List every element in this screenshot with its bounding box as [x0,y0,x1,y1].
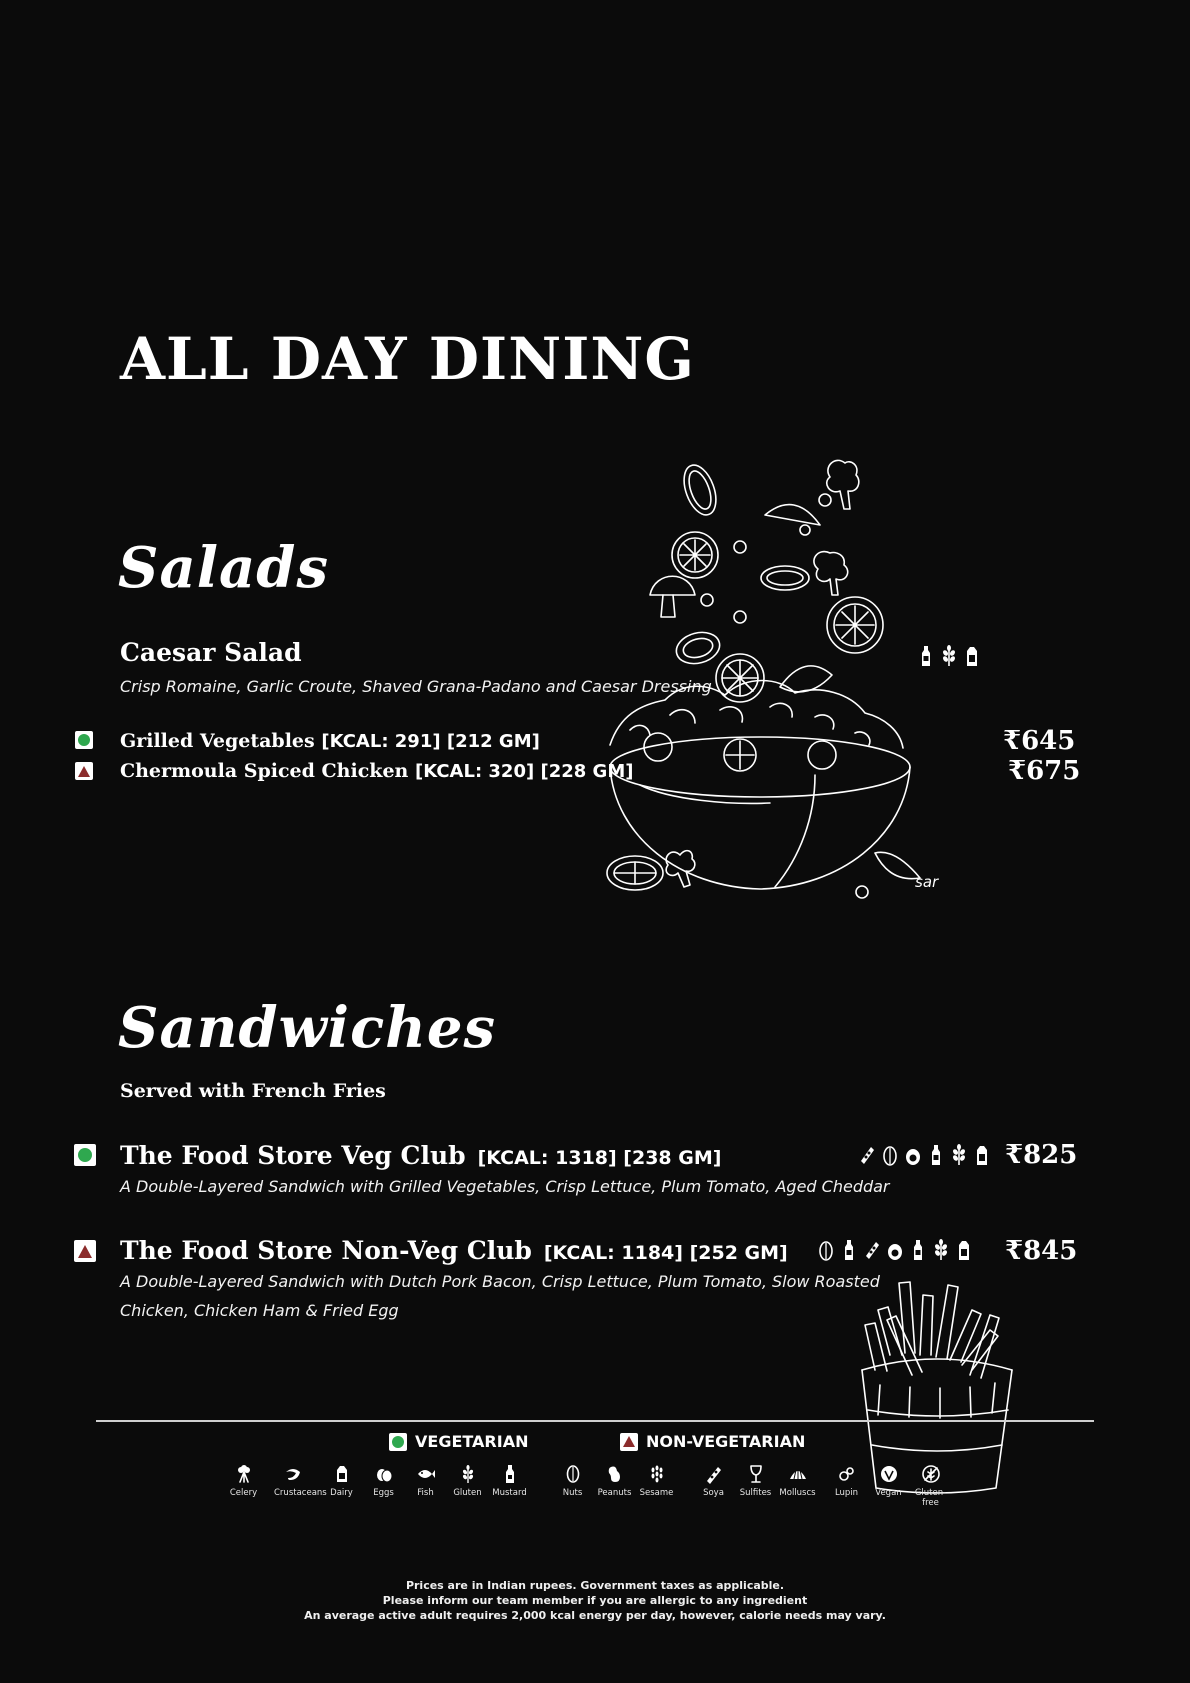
price-chermoula-spiced-chicken: ₹675 [1008,756,1081,786]
section-title-salads: Salads [118,535,329,601]
sulfites-icon [746,1464,766,1484]
non-vegetarian-marker [75,762,93,780]
allergen-sulfites: Sulfites [737,1464,774,1508]
page-title: ALL DAY DINING [120,325,695,393]
variant-name: Grilled Vegetables [120,730,315,752]
non-vegetarian-marker [620,1433,638,1451]
item-name-caesar-salad: Caesar Salad [120,638,302,667]
footer-divider [96,1420,1094,1422]
item-description-non-veg-club-line2: Chicken, Chicken Ham & Fried Egg [120,1301,399,1320]
legend-vegetarian-label: VEGETARIAN [415,1432,529,1451]
variant-chermoula-spiced-chicken [120,762,633,781]
eggs-icon [886,1238,904,1262]
allergen-sesame: Sesame [638,1464,675,1508]
mustard-icon [927,1143,945,1167]
legend-non-vegetarian-label: NON-VEGETARIAN [646,1432,806,1451]
allergen-lupin: Lupin [828,1464,865,1508]
price-grilled-vegetables: ₹645 [1003,726,1076,756]
gluten-icon [458,1464,478,1484]
price-veg-club: ₹825 [1005,1140,1078,1170]
non-vegetarian-marker [74,1240,96,1262]
dairy-icon [332,1464,352,1484]
item-meta: [KCAL: 1318] [238 GM] [477,1147,722,1169]
allergen-soya: Soya [695,1464,732,1508]
allergen-nuts: Nuts [554,1464,591,1508]
mustard-icon [909,1238,927,1262]
nuts-icon [817,1238,835,1262]
vegetarian-marker [74,1144,96,1166]
fish-icon [416,1464,436,1484]
allergen-celery: Celery [225,1464,262,1508]
item-meta: [KCAL: 1184] [252 GM] [543,1242,788,1264]
legend-vegetarian [389,1432,528,1451]
variant-name: Chermoula Spiced Chicken [120,760,409,782]
crustaceans-icon [283,1464,303,1484]
item-name: The Food Store Veg Club [120,1141,466,1170]
gluten-free-icon [921,1464,941,1484]
soya-icon [858,1143,876,1167]
allergen-dairy: Dairy [323,1464,360,1508]
soya-icon [863,1238,881,1262]
item-description-veg-club: A Double-Layered Sandwich with Grilled Vegetables, Crisp Lettuce, Plum Tomato, Aged Cheddar [120,1177,890,1196]
variant-meta: [KCAL: 291] [212 GM] [321,731,540,752]
salad-bowl-illustration [600,455,960,910]
soya-icon [704,1464,724,1484]
allergen-icons-veg-club [858,1143,991,1167]
sandwiches-subtitle: Served with French Fries [120,1080,386,1102]
dairy-icon [973,1143,991,1167]
vegetarian-marker [389,1433,407,1451]
variant-meta: [KCAL: 320] [228 GM] [414,761,634,782]
allergen-eggs: Eggs [365,1464,402,1508]
dairy-icon [963,644,981,668]
nuts-icon [563,1464,583,1484]
item-name: The Food Store Non-Veg Club [120,1236,532,1265]
french-fries-illustration [850,1275,1020,1495]
allergen-gluten-free: Gluten-free [912,1464,949,1508]
item-veg-club [120,1143,721,1168]
illustration-label: sar [915,873,939,891]
footer-notes [0,1578,1190,1623]
allergen-peanuts: Peanuts [596,1464,633,1508]
note-calories: An average active adult requires 2,000 kcal energy per day, however, calorie needs may vary. [304,1609,886,1622]
note-allergy: Please inform our team member if you are allergic to any ingredient [382,1594,808,1607]
allergen-gluten: Gluten [449,1464,486,1508]
gluten-icon [950,1143,968,1167]
allergen-molluscs: Molluscs [779,1464,816,1508]
dairy-icon [955,1238,973,1262]
lupin-icon [837,1464,857,1484]
eggs-icon [904,1143,922,1167]
item-description-caesar-salad: Crisp Romaine, Garlic Croute, Shaved Grana-Padano and Caesar Dressing [120,677,712,696]
vegan-icon [879,1464,899,1484]
allergen-crustaceans: Crustaceans [274,1464,311,1508]
celery-icon [234,1464,254,1484]
molluscs-icon [788,1464,808,1484]
allergen-legend [225,1464,949,1508]
peanuts-icon [605,1464,625,1484]
sesame-icon [647,1464,667,1484]
item-description-non-veg-club-line1: A Double-Layered Sandwich with Dutch Pork Bacon, Crisp Lettuce, Plum Tomato, Slow Roasted [120,1272,880,1291]
note-prices: Prices are in Indian rupees. Government taxes as applicable. [405,1579,785,1592]
allergen-fish: Fish [407,1464,444,1508]
nuts-icon [881,1143,899,1167]
gluten-icon [932,1238,950,1262]
allergen-icons-non-veg-club [817,1238,973,1262]
eggs-icon [374,1464,394,1484]
mustard-icon [500,1464,520,1484]
legend-non-vegetarian [620,1432,805,1451]
section-title-sandwiches: Sandwiches [118,995,497,1061]
price-non-veg-club: ₹845 [1005,1236,1078,1266]
allergen-mustard: Mustard [491,1464,528,1508]
vegetarian-marker [75,731,93,749]
item-non-veg-club [120,1238,788,1263]
allergen-vegan: Vegan [870,1464,907,1508]
mustard-icon [840,1238,858,1262]
variant-grilled-vegetables [120,732,540,751]
